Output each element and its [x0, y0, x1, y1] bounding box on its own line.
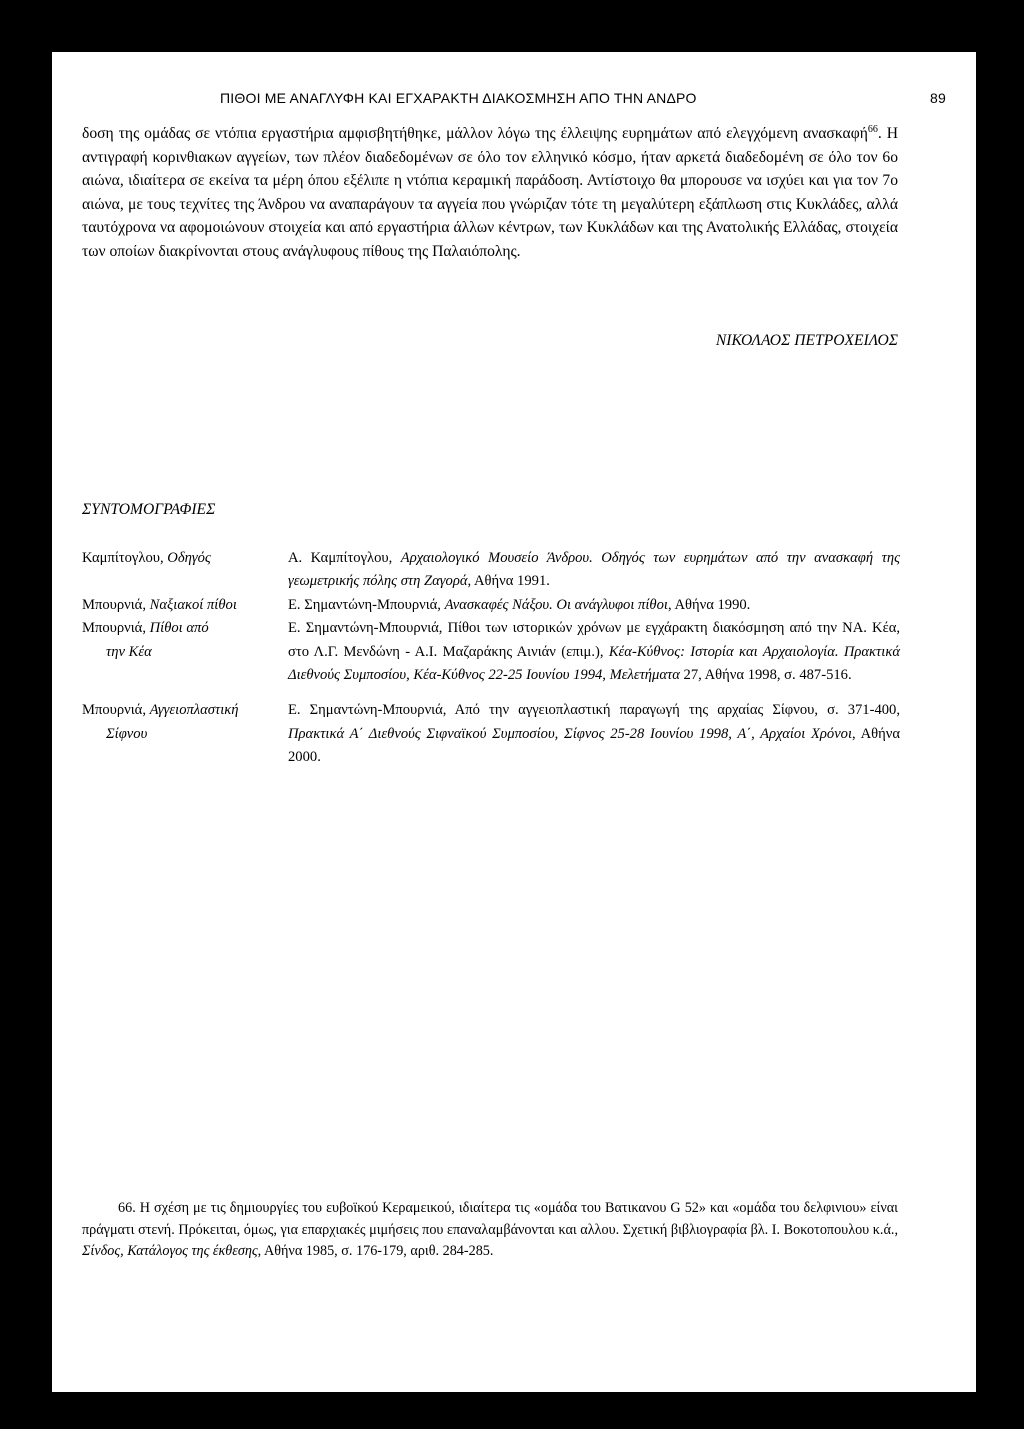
reference-details: , Αθήνα 1991.: [467, 573, 550, 590]
running-header-title: ΠΙΘΟΙ ΜΕ ΑΝΑΓΛΥΦΗ ΚΑΙ ΕΓΧΑΡΑΚΤΗ ΔΙΑΚΟΣΜΗΣΗ ΑΠΟ ΤΗΝ ΑΝΔΡΟ: [220, 90, 697, 106]
abbreviation-key-title: Αγγειοπλαστική: [149, 702, 239, 719]
footnote-text-3: , Αθήνα 1985, σ. 176-179, αριθ. 284-285.: [257, 1243, 494, 1259]
abbreviation-entry: [82, 699, 900, 769]
abbreviation-key: [82, 617, 288, 687]
body-paragraph: [82, 122, 898, 264]
reference-title: Αρχαιολογικό Μουσείο Άνδρου. Οδηγός των ευρημάτων από την ανασκαφή της γεωμετρικής πόλης στη Ζαγορά: [288, 550, 900, 590]
author-name: ΝΙΚΟΛΑΟΣ ΠΕΤΡΟΧΕΙΛΟΣ: [715, 332, 898, 349]
footnote-text-1: Η σχέση με τις δημιουργίες του ευβοϊκού Κεραμεικού, ιδιαίτερα τις «ομάδα του Βατικανου G 52» και «ομάδα του δελφινιου» είναι πράγματι στενή. Πρόκειται, όμως, για επαρχιακές μιμήσεις που επαναλαμβάνονται και αλλου. Σχετική βιβλιογραφία βλ. Ι. Βοκοτοπουλου κ.ά.,: [82, 1200, 898, 1238]
reference-title: Πρακτικά Α΄ Διεθνούς Σιφναϊκού Συμποσίου, Σίφνος 25-28 Ιουνίου 1998, Α΄, Αρχαίοι Χρόνοι: [288, 725, 853, 742]
abbreviation-reference: [288, 699, 900, 769]
reference-title: Κέα-Κύθνος: Ιστορία και Αρχαιολογία. Πρακτικά Διεθνούς Συμποσίου, Κέα-Κύθνος 22-25 Ιουνίου 1994, Μελετήματα: [288, 643, 900, 684]
abbreviation-reference: [288, 547, 900, 594]
footnote-number: 66.: [118, 1200, 136, 1216]
abbreviation-key: [82, 594, 288, 617]
reference-author: Ε. Σημαντώνη-Μπουρνιά,: [288, 596, 445, 613]
abbreviation-key-title: Οδηγός: [167, 550, 211, 566]
entry-gap: [82, 687, 900, 699]
abbreviation-reference: [288, 594, 900, 617]
abbreviation-entry: [82, 594, 900, 617]
abbreviation-key: [82, 699, 288, 769]
reference-author: Ε. Σημαντώνη-Μπουρνιά, Από την αγγειοπλαστική παραγωγή της αρχαίας Σίφνου, σ. 371-400,: [288, 702, 900, 719]
abbreviation-key-author: Μπουρνιά,: [82, 596, 150, 613]
abbreviations-heading: ΣΥΝΤΟΜΟΓΡΑΦΙΕΣ: [82, 501, 216, 518]
document-page: [52, 52, 976, 1392]
running-header: [80, 90, 948, 112]
footnote-cited-title: Σίνδος, Κατάλογος της έκθεσης: [82, 1243, 258, 1259]
abbreviation-key-title-cont: την Κέα: [106, 643, 152, 660]
abbreviation-key-author: Καμπίτογλου,: [82, 550, 168, 566]
abbreviation-key-title: Ναξιακοί πίθοι: [149, 596, 237, 613]
reference-author: Ε. Σημαντώνη-Μπουρνιά, Πίθοι των ιστορικών χρόνων με εγχάρακτη διακόσμηση από την ΝΑ. Κέα, στο Λ.Γ. Μενδώνη - Α.Ι. Μαζαράκης Αινιάν (επιμ.),: [288, 620, 900, 660]
abbreviation-key-title-cont: Σίφνου: [106, 725, 148, 742]
footnote-reference[interactable]: 66: [867, 123, 878, 135]
abbreviation-key: [82, 547, 288, 594]
body-text-part-1: δοση της ομάδας σε ντόπια εργαστήρια αμφισβητήθηκε, μάλλον λόγω της έλλειψης ευρημάτων από ελεγχόμενη ανασκαφή: [82, 125, 868, 142]
abbreviations-list: [82, 547, 900, 770]
abbreviation-key-author: Μπουρνιά,: [82, 702, 150, 719]
page-number: 89: [930, 90, 946, 106]
reference-details: , Αθήνα 1990.: [667, 596, 751, 613]
reference-details: , Αθήνα 2000.: [288, 725, 900, 766]
reference-author: Α. Καμπίτογλου,: [288, 550, 401, 566]
body-text-part-2: . Η αντιγραφή κορινθιακων αγγείων, των πλέον διαδεδομένων σε όλο τον ελληνικό κόσμο, ήταν αρκετά διαδεδομένη σε όλο τον 6ο αιώνα, ιδιαίτερα σε εκείνα τα μέρη όπου εξέλιπε η ντόπια κεραμική παράδοση. Αντίστοιχο θα μπορουσε να ισχύει και για τον 7ο αιώνα, με τους τεχνίτες της Άνδρου να αναπαράγουν τα αγγεία που γνώριζαν τότε τη μεγαλύτερη εξάπλωση στις Κυκλάδες, αλλά ταυτόχρονα να αφομοιώνουν στοιχεία και από εργαστήρια άλλων κέντρων, των Κυκλάδων και της Ανατολικής Ελλάδας, στοιχεία των οποίων διακρίνονται στους ανάγλυφους πίθους της Παλαιόπολης.: [82, 125, 898, 260]
reference-title: Ανασκαφές Νάξου. Οι ανάγλυφοι πίθοι: [444, 596, 668, 613]
abbreviation-key-author: Μπουρνιά,: [82, 620, 150, 637]
footnote-66: [82, 1198, 898, 1263]
reference-details: 27, Αθήνα 1998, σ. 487-516.: [679, 667, 852, 684]
abbreviation-reference: [288, 617, 900, 687]
abbreviation-entry: [82, 617, 900, 687]
abbreviation-key-title: Πίθοι από: [149, 620, 209, 637]
abbreviation-entry: [82, 547, 900, 594]
